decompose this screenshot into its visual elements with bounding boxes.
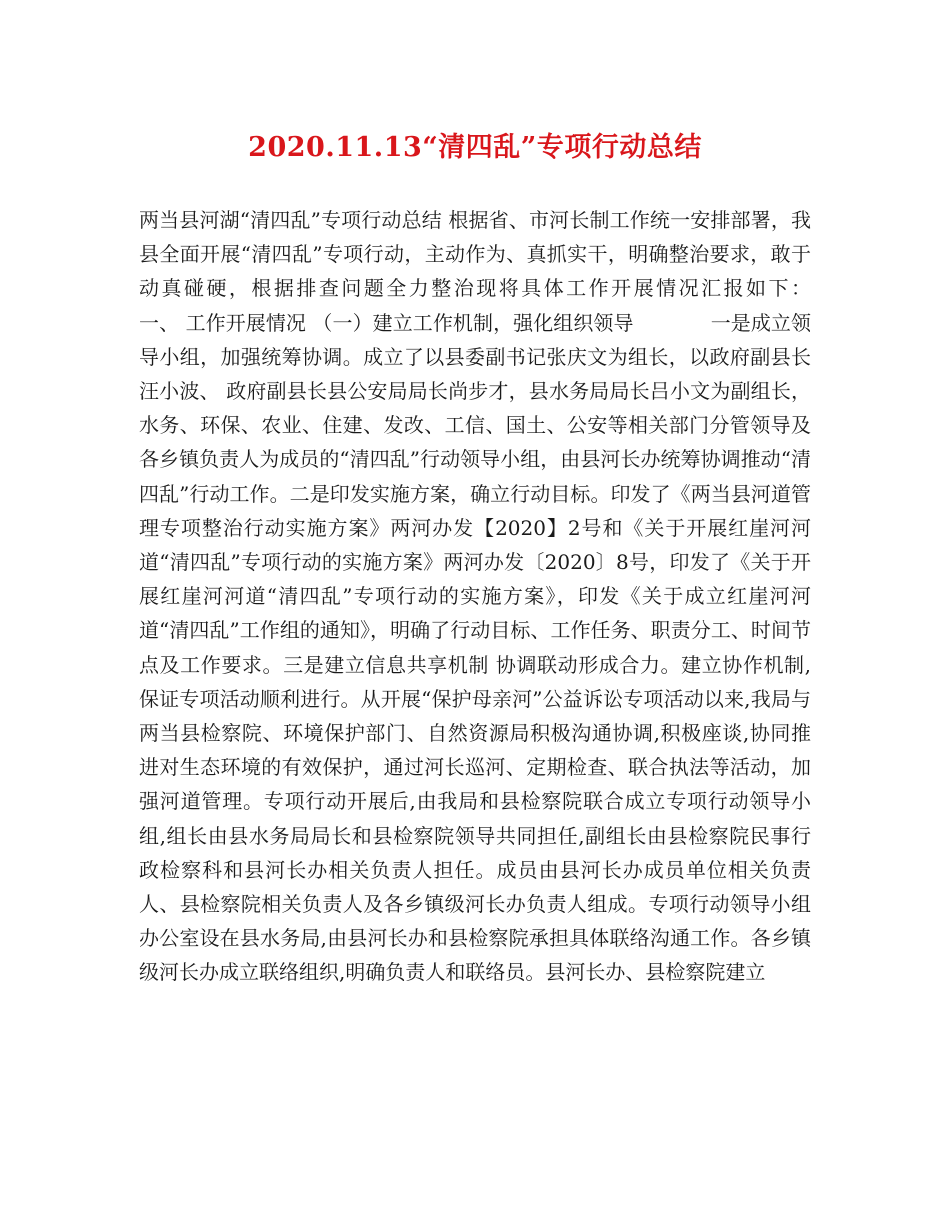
document-body-paragraph: 两当县河湖“清四乱”专项行动总结 根据省、市河长制工作统一安排部署，我县全面开展“清四乱”专项行动，主动作为、真抓实干，明确整治要求，敢于动真碰硬，根据排查问题全力整治现将具体工作开展情况汇报如下： 一、 工作开展情况 （一）建立工作机制，强化组织领导 一是成立领导小组，加强统筹协调。成立了以县委副书记张庆文为组长，以政府副县长汪小波、 政府副县长县公安局局长尚步才，县水务局局长吕小文为副组长，水务、环保、农业、住建、发改、工信、国土、公安等相关部门分管领导及各乡镇负责人为成员的“清四乱”行动领导小组，由县河长办统筹协调推动“清四乱”行动工作。二是印发实施方案，确立行动目标。印发了《两当县河道管理专项整治行动实施方案》两河办发【2020】2号和《关于开展红崖河河道“清四乱”专项行动的实施方案》两河办发〔2020〕8号，印发了《关于开展红崖河河道“清四乱”专项行动的实施方案》，印发《关于成立红崖河河道“清四乱”工作组的通知》，明确了行动目标、工作任务、职责分工、时间节点及工作要求。三是建立信息共享机制 协调联动形成合力。建立协作机制,保证专项活动顺利进行。从开展“保护母亲河”公益诉讼专项活动以来,我局与两当县检察院、环境保护部门、自然资源局积极沟通协调,积极座谈,协同推进对生态环境的有效保护，通过河长巡河、定期检查、联合执法等活动，加强河道管理。专项行动开展后,由我局和县检察院联合成立专项行动领导小组,组长由县水务局局长和县检察院领导共同担任,副组长由县检察院民事行政检察科和县河长办相关负责人担任。成员由县河长办成员单位相关负责人、县检察院相关负责人及各乡镇级河长办负责人组成。专项行动领导小组办公室设在县水务局,由县河长办和县检察院承担具体联络沟通工作。各乡镇级河长办成立联络组织,明确负责人和联络员。县河长办、县检察院建立 [139,208,888,985]
document-title: 2020.11.13“清四乱”专项行动总结 [248,132,702,163]
